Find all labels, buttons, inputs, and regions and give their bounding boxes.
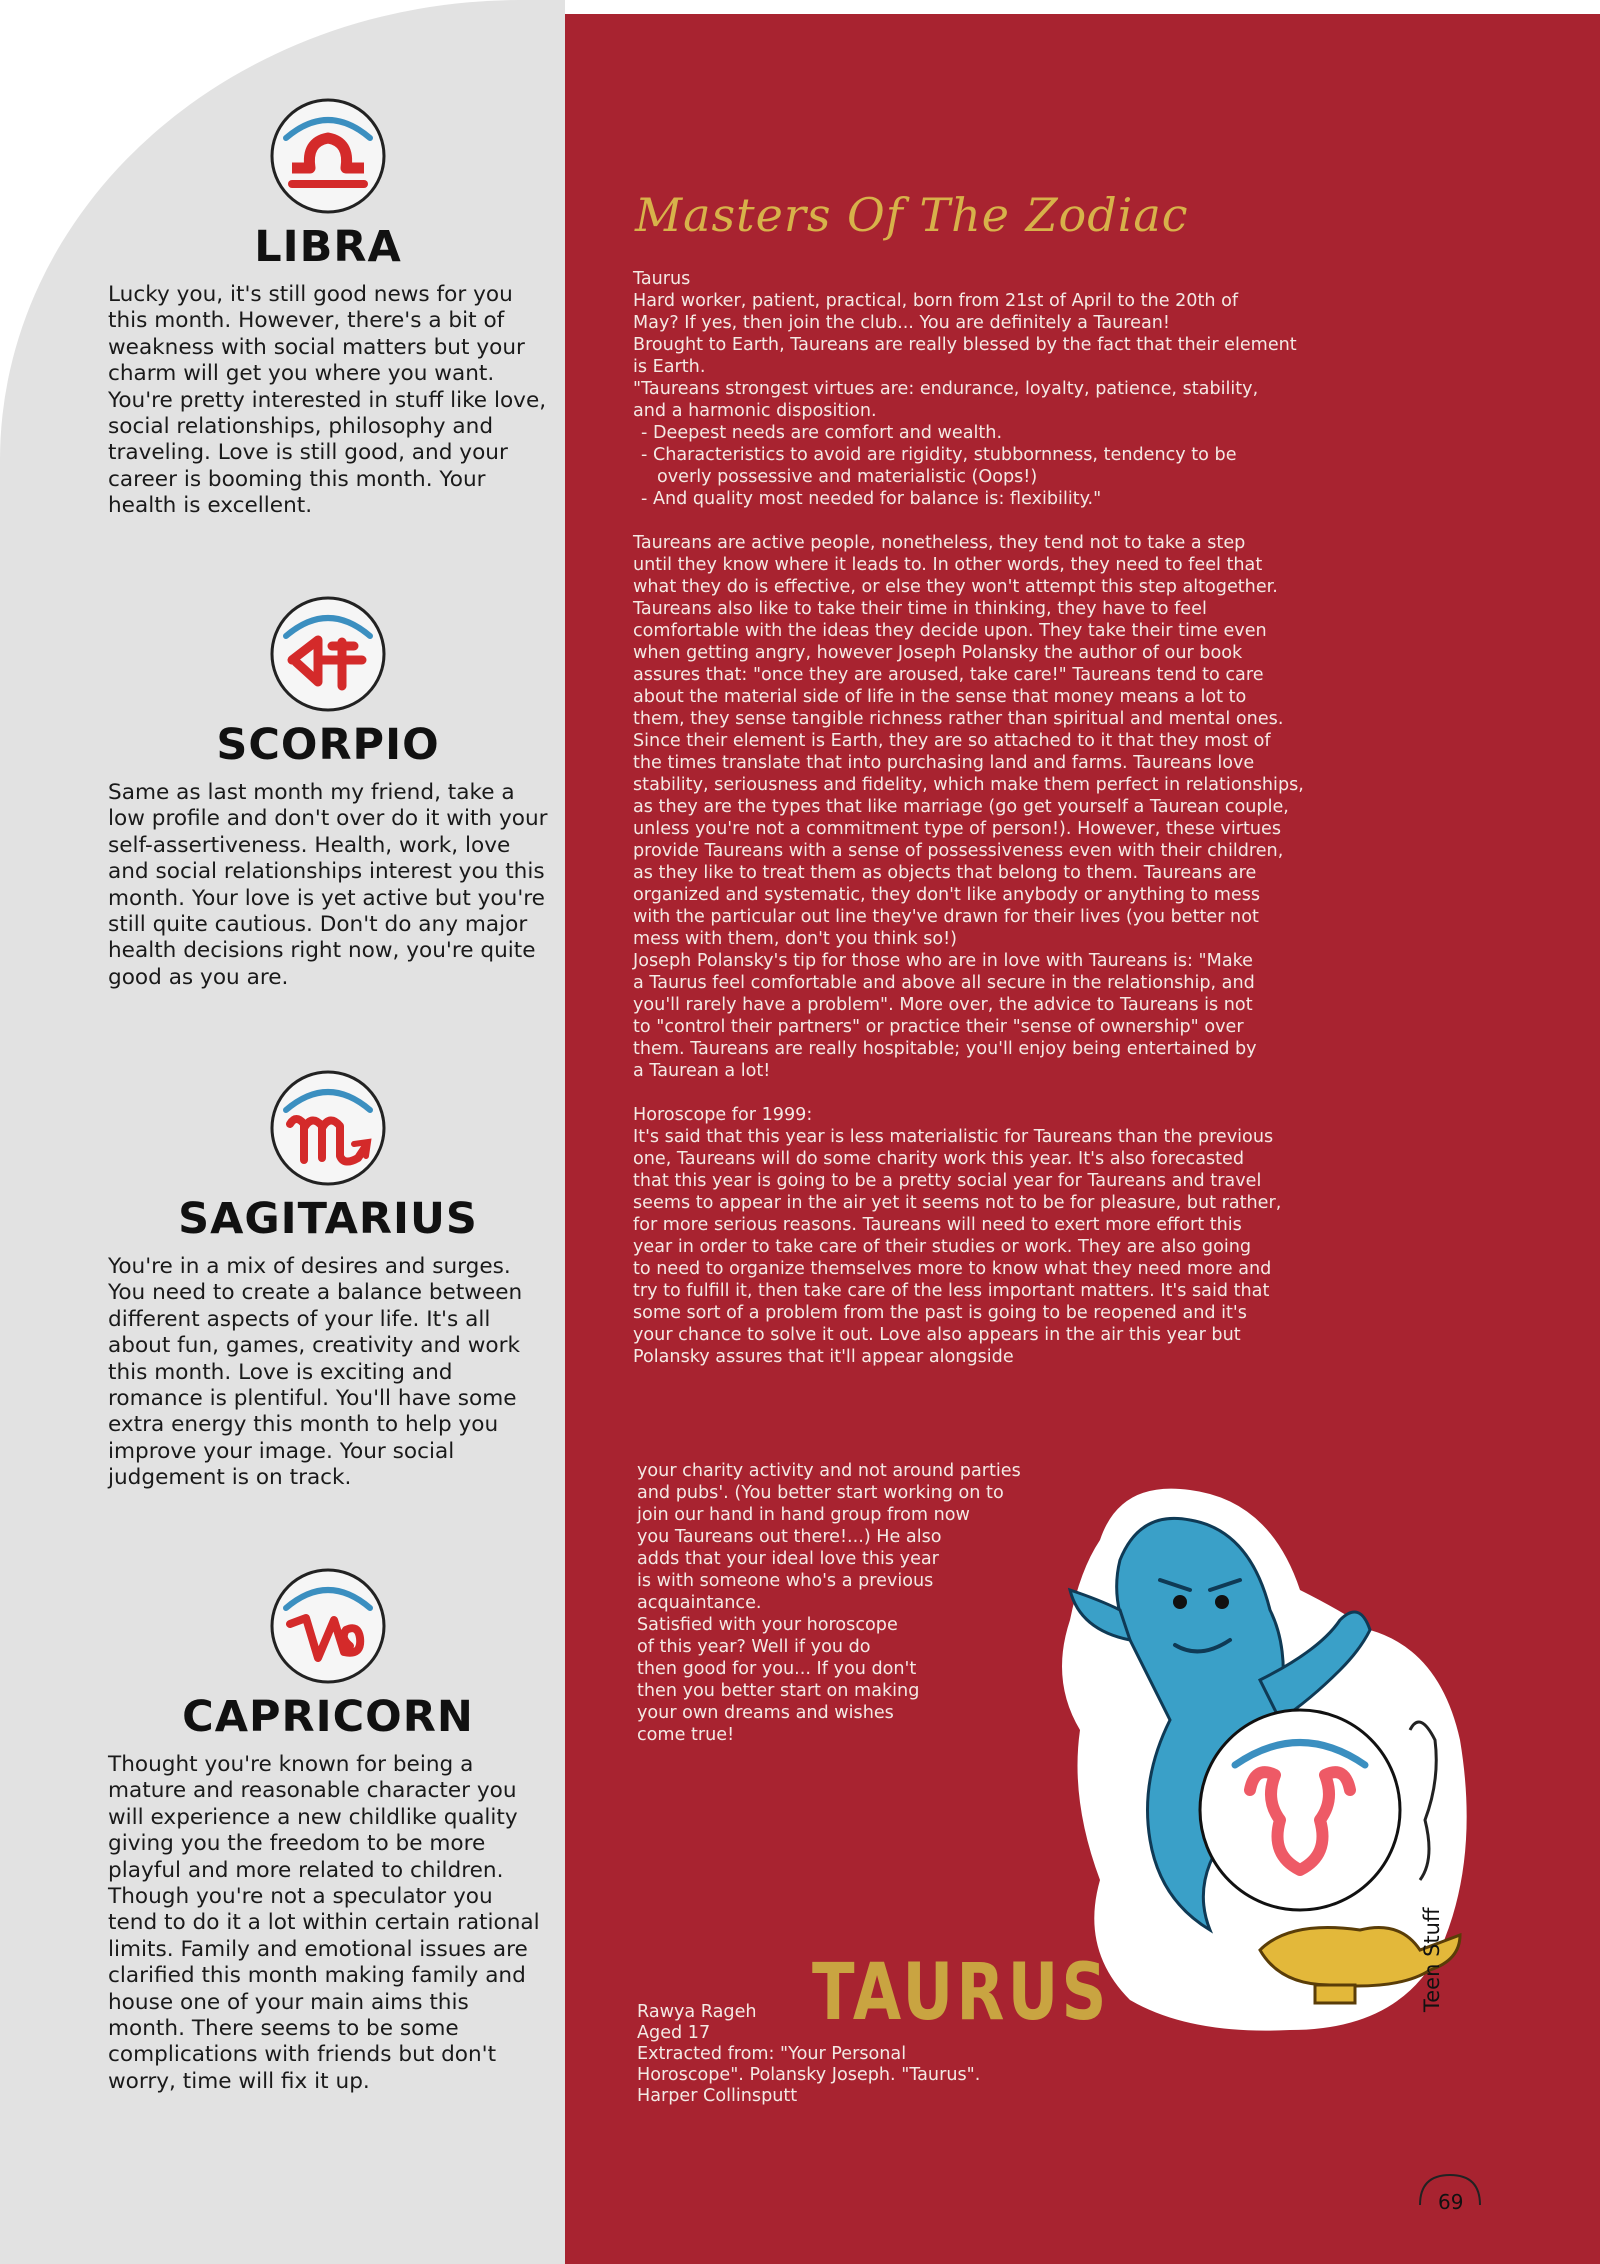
- text-line: them. Taureans are really hospitable; you'll enjoy being entertained by: [633, 1039, 1257, 1059]
- credit-line: Harper Collinsputt: [637, 2086, 798, 2106]
- text-line: until they know where it leads to. In other words, they need to feel that: [633, 555, 1263, 575]
- text-line: as they like to treat them as objects that belong to them. Taureans are: [633, 863, 1257, 883]
- credit-line: Rawya Rageh: [637, 2002, 757, 2022]
- sign-name: SAGITARIUS: [178, 1194, 478, 1244]
- text-line: May? If yes, then join the club... You are definitely a Taurean!: [633, 313, 1170, 333]
- text-line: is Earth.: [633, 357, 706, 377]
- sign-libra: [108, 92, 548, 520]
- text-line: of this year? Well if you do: [637, 1637, 871, 1657]
- text-line: Since their element is Earth, they are so attached to it that they most of: [633, 731, 1271, 751]
- traits-paragraph: [633, 532, 1433, 1082]
- text-line: them, they sense tangible richness rather than spiritual and mental ones.: [633, 709, 1284, 729]
- text-line: you Taureans out there!...) He also: [637, 1527, 942, 1547]
- text-line: your charity activity and not around parties: [637, 1461, 1021, 1481]
- article-body: [633, 268, 1433, 1368]
- credit-line: Aged 17: [637, 2023, 711, 2043]
- text-line: Taureans also like to take their time in thinking, they have to feel: [633, 599, 1207, 619]
- text-line: Taureans are active people, nonetheless, they tend not to take a step: [633, 533, 1246, 553]
- sign-capricorn: [108, 1560, 548, 2095]
- text-line: provide Taureans with a sense of possessiveness even with their children,: [633, 841, 1284, 861]
- text-line: then good for you... If you don't: [637, 1659, 917, 1679]
- credit-line: Horoscope". Polansky Joseph. "Taurus".: [637, 2065, 981, 2085]
- text-line: Joseph Polansky's tip for those who are in love with Taureans is: "Make: [633, 951, 1253, 971]
- text-line: your chance to solve it out. Love also appears in the air this year but: [633, 1325, 1241, 1345]
- sign-description: Lucky you, it's still good news for you this month. However, there's a bit of weakness with social matters but your charm will get you where you want. You're pretty interested in stuff like love, social relationships, philosophy and traveling. Love is still good, and your career is booming this month. Your health is excellent.: [108, 282, 547, 519]
- text-line: some sort of a problem from the past is going to be reopened and it's: [633, 1303, 1247, 1323]
- intro-paragraph: [633, 268, 1433, 510]
- text-line: organized and systematic, they don't like anybody or anything to mess: [633, 885, 1261, 905]
- text-line: stability, seriousness and fidelity, which make them perfect in relationships,: [633, 775, 1304, 795]
- text-line: one, Taureans will do some charity work this year. It's also forecasted: [633, 1149, 1245, 1169]
- article-title: Masters Of The Zodiac: [635, 188, 1189, 242]
- text-line: when getting angry, however Joseph Polansky the author of our book: [633, 643, 1243, 663]
- text-line: about the material side of life in the sense that money means a lot to: [633, 687, 1247, 707]
- text-line: Satisfied with your horoscope: [637, 1615, 898, 1635]
- bullet-line: - Deepest needs are comfort and wealth.: [641, 423, 1003, 443]
- sign-description: Thought you're known for being a mature and reasonable character you will experience a new childlike quality giving you the freedom to be more playful and more related to children. Though you're not a speculator you tend to do it a lot within certain rational limits. Family and emotional issues are clarified this month making family and house one of your main aims this month. There seems to be some complications with friends but don't worry, time will fix it up.: [108, 1752, 540, 2094]
- sign-description: You're in a mix of desires and surges. You need to create a balance between different aspects of your life. It's all about fun, games, creativity and work this month. Love is exciting and romance is plentiful. You'll have some extra energy this month to help you improve your image. Your social judgement is on track.: [108, 1254, 523, 1491]
- horoscope-paragraph: [633, 1104, 1433, 1368]
- sign-name: LIBRA: [254, 222, 402, 272]
- bullet-line: - Characteristics to avoid are rigidity, stubbornness, tendency to be: [641, 445, 1237, 465]
- sign-name: SCORPIO: [216, 720, 440, 770]
- sign-sagitarius: [108, 1062, 548, 1492]
- text-line: join our hand in hand group from now: [637, 1505, 970, 1525]
- bullet-line: - And quality most needed for balance is: flexibility.": [641, 489, 1102, 509]
- sagittarius-icon: [262, 1062, 394, 1192]
- text-line: come true!: [637, 1725, 735, 1745]
- text-line: for more serious reasons. Taureans will need to exert more effort this: [633, 1215, 1242, 1235]
- page-number: 69: [1438, 2190, 1464, 2214]
- text-line: year in order to take care of their studies or work. They are also going: [633, 1237, 1252, 1257]
- text-line: try to fulfill it, then take care of the less important matters. It's said that: [633, 1281, 1270, 1301]
- text-line: Hard worker, patient, practical, born from 21st of April to the 20th of: [633, 291, 1239, 311]
- taurus-illustration-word: TAURUS: [812, 1948, 1110, 2038]
- text-line: seems to appear in the air yet it seems not to be for pleasure, but rather,: [633, 1193, 1282, 1213]
- text-line: Horoscope for 1999:: [633, 1105, 813, 1125]
- text-line: Taurus: [633, 269, 691, 289]
- bullet-line: overly possessive and materialistic (Oops!): [657, 467, 1038, 487]
- text-line: with the particular out line they've drawn for their lives (you better not: [633, 907, 1259, 927]
- text-line: "Taureans strongest virtues are: endurance, loyalty, patience, stability,: [633, 379, 1259, 399]
- text-line: to need to organize themselves more to know what they need more and: [633, 1259, 1272, 1279]
- text-line: Brought to Earth, Taureans are really blessed by the fact that their element: [633, 335, 1297, 355]
- text-line: that this year is going to be a pretty social year for Taureans and travel: [633, 1171, 1262, 1191]
- credit-line: Extracted from: "Your Personal: [637, 2044, 907, 2064]
- capricorn-icon: [262, 1560, 394, 1690]
- text-line: adds that your ideal love this year: [637, 1549, 939, 1569]
- text-line: as they are the types that like marriage (go get yourself a Taurean couple,: [633, 797, 1289, 817]
- text-line: and a harmonic disposition.: [633, 401, 877, 421]
- text-line: comfortable with the ideas they decide upon. They take their time even: [633, 621, 1267, 641]
- text-line: acquaintance.: [637, 1593, 762, 1613]
- text-line: then you better start on making: [637, 1681, 920, 1701]
- text-line: and pubs'. (You better start working on to: [637, 1483, 1004, 1503]
- text-line: is with someone who's a previous: [637, 1571, 934, 1591]
- sign-name: CAPRICORN: [182, 1692, 474, 1742]
- text-line: a Taurus feel comfortable and above all secure in the relationship, and: [633, 973, 1255, 993]
- text-line: to "control their partners" or practice their "sense of ownership" over: [633, 1017, 1244, 1037]
- text-line: mess with them, don't you think so!): [633, 929, 958, 949]
- text-line: Polansky assures that it'll appear alongside: [633, 1347, 1014, 1367]
- sign-scorpio: [108, 590, 548, 991]
- text-line: a Taurean a lot!: [633, 1061, 771, 1081]
- text-line: what they do is effective, or else they won't attempt this step altogether.: [633, 577, 1278, 597]
- text-line: assures that: "once they are aroused, take care!" Taureans tend to care: [633, 665, 1264, 685]
- text-line: you'll rarely have a problem". More over, the advice to Taureans is not: [633, 995, 1253, 1015]
- sign-description: Same as last month my friend, take a low profile and don't over do it with your self-assertiveness. Health, work, love and social relationships interest you this month. Your love is yet active but you're still quite cautious. Don't do any major health decisions right now, you're quite good as you are.: [108, 780, 548, 990]
- text-line: It's said that this year is less materialistic for Taureans than the previous: [633, 1127, 1274, 1147]
- text-line: your own dreams and wishes: [637, 1703, 894, 1723]
- libra-icon: [262, 92, 394, 220]
- section-tag: Teen Stuff: [1420, 1907, 1444, 2012]
- text-line: the times translate that into purchasing land and farms. Taureans love: [633, 753, 1255, 773]
- text-line: unless you're not a commitment type of person!). However, these virtues: [633, 819, 1281, 839]
- scorpio-icon: [262, 590, 394, 718]
